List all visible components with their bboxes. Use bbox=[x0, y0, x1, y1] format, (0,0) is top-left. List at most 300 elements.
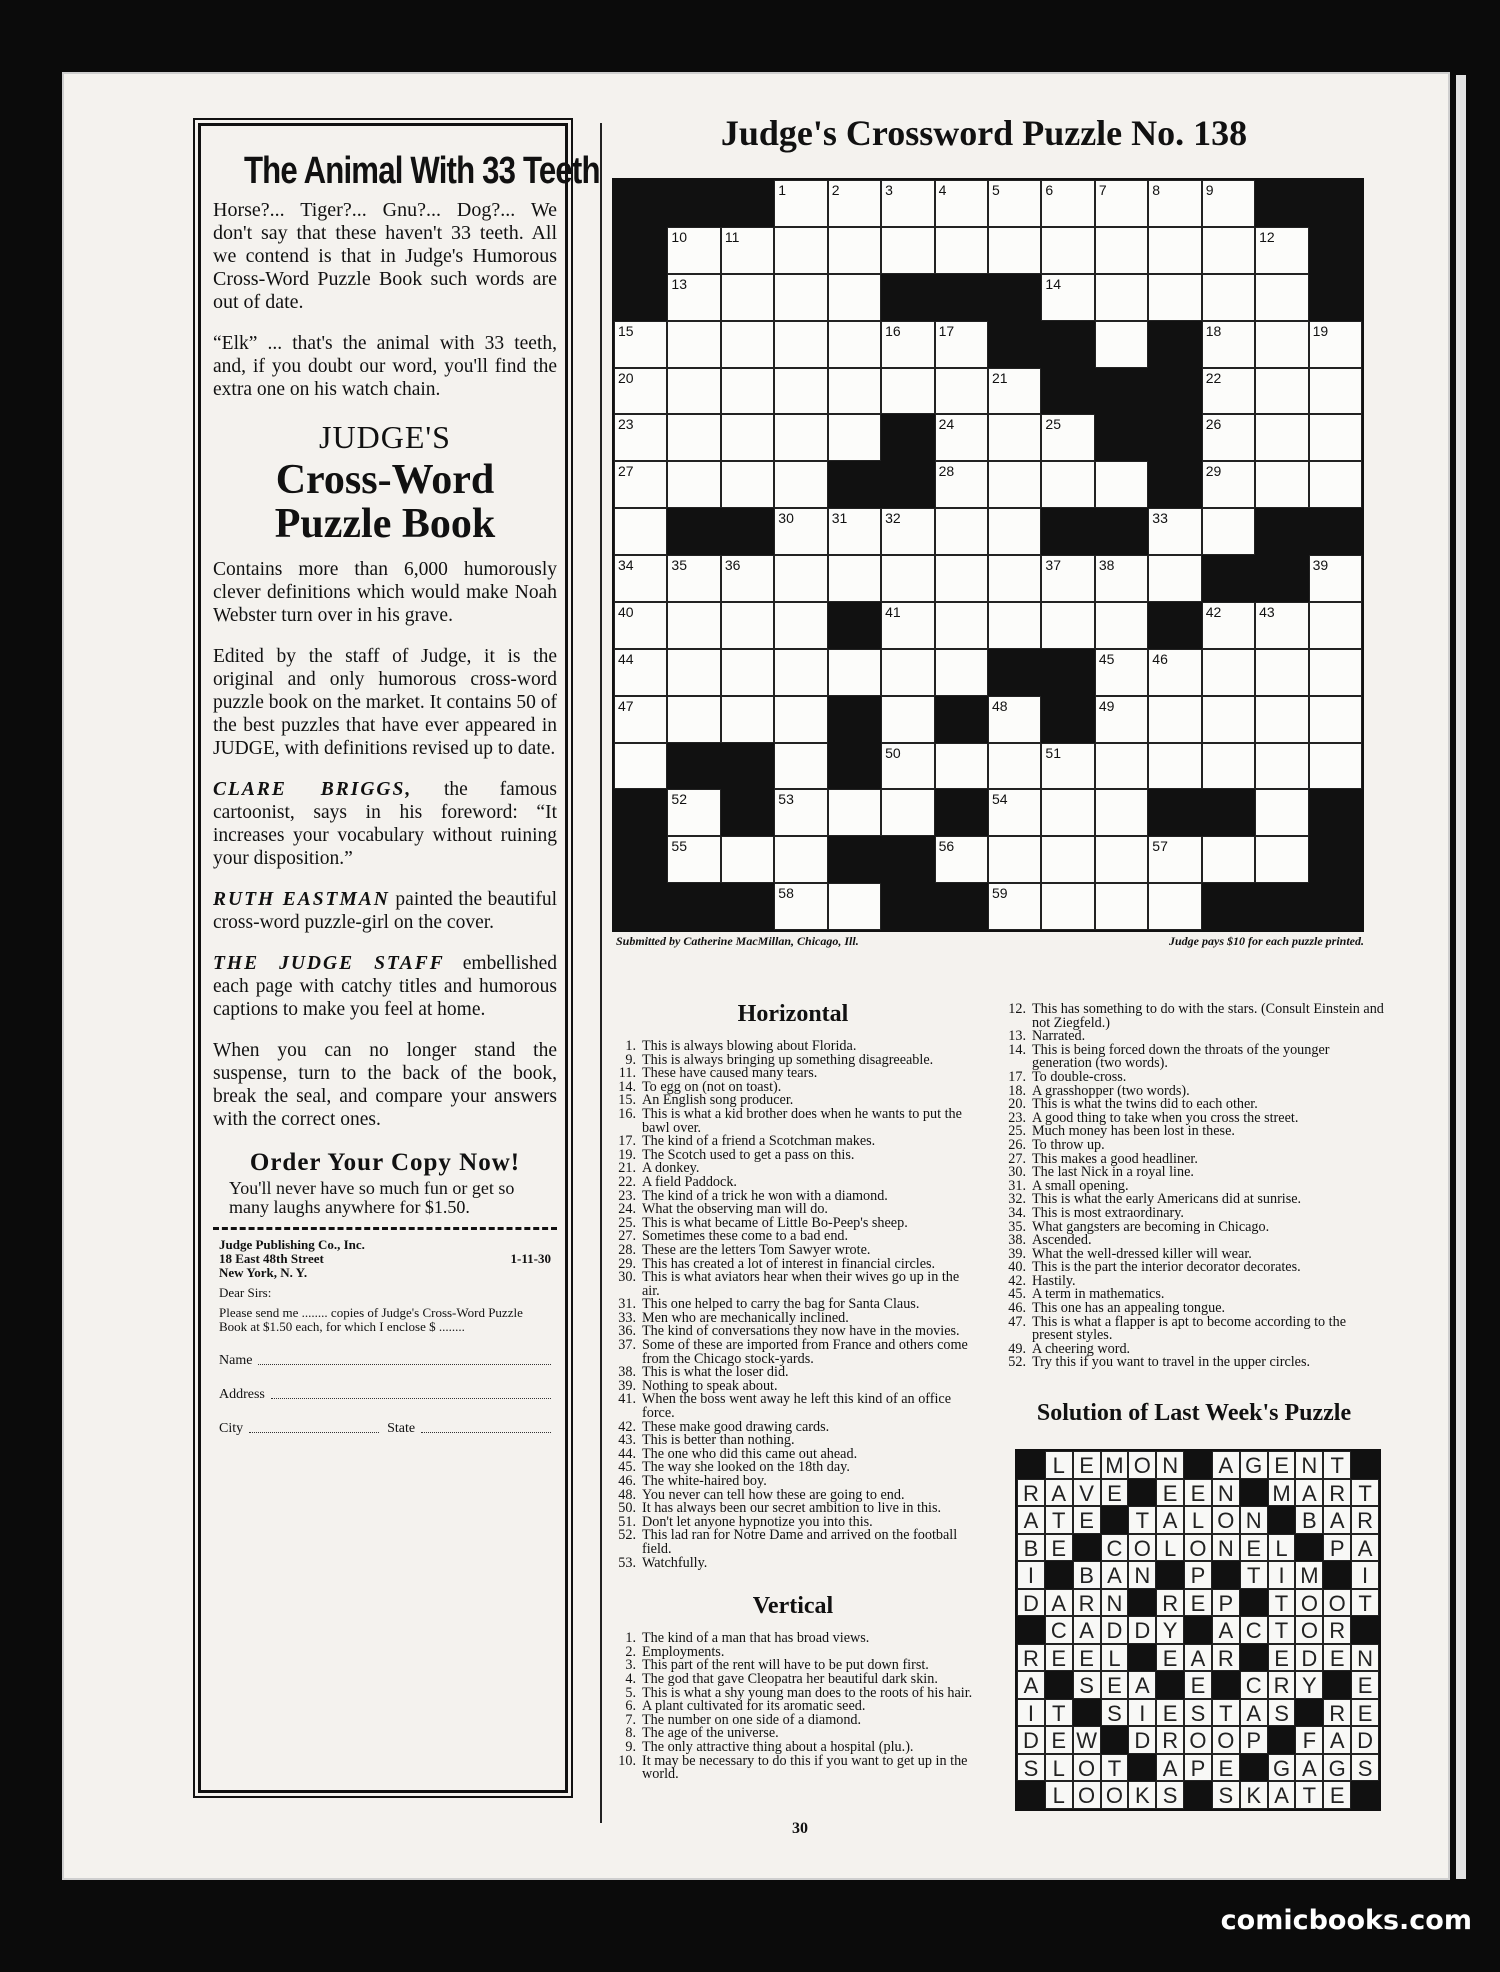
clue-number: 48. bbox=[618, 1486, 636, 1503]
crossword-cell[interactable] bbox=[1309, 555, 1362, 602]
crossword-cell[interactable] bbox=[828, 227, 881, 274]
crossword-cell[interactable] bbox=[1202, 274, 1255, 321]
clue-text: This is always bringing up something disagreeable. bbox=[642, 1051, 934, 1068]
crossword-cell[interactable] bbox=[1095, 836, 1148, 883]
clue-number: 38. bbox=[1008, 1232, 1026, 1249]
crossword-cell[interactable] bbox=[1095, 696, 1148, 743]
solution-cell: K bbox=[1128, 1781, 1156, 1809]
crossword-cell[interactable] bbox=[881, 508, 934, 555]
crossword-cell[interactable] bbox=[774, 461, 827, 508]
order-coupon[interactable] bbox=[213, 1227, 557, 1436]
crossword-cell[interactable] bbox=[988, 227, 1041, 274]
crossword-cell[interactable] bbox=[1041, 227, 1094, 274]
solution-cell: R bbox=[1323, 1479, 1351, 1507]
crossword-cell[interactable] bbox=[1255, 321, 1308, 368]
crossword-cell[interactable] bbox=[614, 743, 667, 790]
clue-text: Narrated. bbox=[1032, 1028, 1086, 1045]
crossword-cell[interactable] bbox=[1095, 461, 1148, 508]
clue-number: 25. bbox=[1008, 1123, 1026, 1140]
cell-number: 22 bbox=[1205, 369, 1222, 386]
solution-cell: O bbox=[1128, 1534, 1156, 1562]
crossword-cell[interactable] bbox=[774, 883, 827, 930]
clue-number: 53. bbox=[618, 1554, 636, 1571]
clue-text: This one helped to carry the bag for Santa Claus. bbox=[642, 1296, 920, 1313]
crossword-cell[interactable] bbox=[667, 696, 720, 743]
solution-cell: O bbox=[1184, 1534, 1212, 1562]
crossword-cell[interactable] bbox=[614, 555, 667, 602]
clue-number: 10. bbox=[618, 1752, 636, 1769]
cell-number: 57 bbox=[1152, 838, 1168, 855]
cell-number: 35 bbox=[671, 557, 687, 573]
solution-cell: E bbox=[1101, 1479, 1129, 1507]
crossword-cell[interactable] bbox=[988, 368, 1041, 415]
clue-number: 41. bbox=[618, 1391, 636, 1408]
clue-text: These have caused many tears. bbox=[642, 1065, 818, 1082]
solution-grid bbox=[1015, 1449, 1381, 1811]
crossword-cell[interactable] bbox=[935, 321, 988, 368]
crossword-cell[interactable] bbox=[828, 368, 881, 415]
crossword-cell[interactable] bbox=[1255, 274, 1308, 321]
solution-cell: E bbox=[1156, 1699, 1184, 1727]
clue-number: 29. bbox=[618, 1255, 636, 1272]
crossword-cell[interactable] bbox=[721, 227, 774, 274]
crossword-cell[interactable] bbox=[935, 227, 988, 274]
clue-number: 43. bbox=[618, 1432, 636, 1449]
crossword-cell[interactable] bbox=[774, 414, 827, 461]
crossword-cell[interactable] bbox=[1202, 602, 1255, 649]
solution-cell: E bbox=[1323, 1644, 1351, 1672]
crossword-cell[interactable] bbox=[667, 321, 720, 368]
coupon-code: 1-11-30 bbox=[510, 1251, 551, 1266]
crossword-cell[interactable] bbox=[721, 555, 774, 602]
crossword-cell[interactable] bbox=[881, 696, 934, 743]
crossword-cell[interactable] bbox=[1148, 508, 1201, 555]
coupon-name-label: Name bbox=[219, 1353, 253, 1368]
cell-number: 10 bbox=[671, 228, 687, 245]
clue-number: 37. bbox=[618, 1337, 636, 1354]
cell-number: 24 bbox=[938, 416, 955, 433]
crossword-cell[interactable] bbox=[774, 227, 827, 274]
staff-text: embellished each page with catchy titles and humorous captions to make you feel at home. bbox=[213, 953, 557, 1020]
crossword-cell[interactable] bbox=[1309, 321, 1362, 368]
crossword-cell[interactable] bbox=[774, 602, 827, 649]
crossword-cell[interactable] bbox=[1148, 696, 1201, 743]
crossword-cell[interactable] bbox=[1041, 883, 1094, 930]
crossword-cell[interactable] bbox=[988, 789, 1041, 836]
cell-number: 54 bbox=[992, 791, 1008, 808]
crossword-cell[interactable] bbox=[1255, 743, 1308, 790]
crossword-cell[interactable] bbox=[1309, 649, 1362, 696]
clue-number: 31. bbox=[1008, 1177, 1026, 1194]
solution-cell: O bbox=[1212, 1506, 1240, 1534]
clue-item bbox=[1002, 1041, 1386, 1072]
crossword-cell[interactable] bbox=[667, 789, 720, 836]
crossword-cell[interactable] bbox=[828, 649, 881, 696]
clue-text: The kind of a trick he won with a diamond. bbox=[642, 1187, 888, 1204]
solution-cell: R bbox=[1156, 1589, 1184, 1617]
crossword-cell[interactable] bbox=[1255, 789, 1308, 836]
crossword-cell[interactable] bbox=[1148, 555, 1201, 602]
crossword-cell[interactable] bbox=[1041, 274, 1094, 321]
coupon-city-label: City bbox=[219, 1421, 244, 1436]
crossword-cell[interactable] bbox=[881, 789, 934, 836]
clue-item bbox=[1002, 1003, 1386, 1030]
crossword-cell[interactable] bbox=[774, 368, 827, 415]
crossword-cell[interactable] bbox=[1095, 555, 1148, 602]
crossword-cell[interactable] bbox=[667, 555, 720, 602]
crossword-cell[interactable] bbox=[614, 461, 667, 508]
crossword-cell[interactable] bbox=[1309, 696, 1362, 743]
clue-number: 16. bbox=[618, 1105, 636, 1122]
crossword-cell[interactable] bbox=[881, 368, 934, 415]
crossword-cell[interactable] bbox=[935, 649, 988, 696]
solution-cell: D bbox=[1295, 1644, 1323, 1672]
crossword-cell[interactable] bbox=[667, 368, 720, 415]
clue-number: 18. bbox=[1008, 1082, 1026, 1099]
solution-cell: A bbox=[1128, 1671, 1156, 1699]
clue-text: This one has an appealing tongue. bbox=[1032, 1300, 1226, 1317]
crossword-cell[interactable] bbox=[1041, 836, 1094, 883]
crossword-cell[interactable] bbox=[828, 789, 881, 836]
solution-cell: A bbox=[1017, 1671, 1045, 1699]
vertical-clue-list-continued bbox=[1002, 1003, 1386, 1370]
solution-cell: R bbox=[1156, 1726, 1184, 1754]
crossword-cell[interactable] bbox=[1041, 602, 1094, 649]
solution-cell: O bbox=[1073, 1754, 1101, 1782]
solution-cell: O bbox=[1323, 1589, 1351, 1617]
solution-cell: A bbox=[1045, 1479, 1073, 1507]
crossword-cell[interactable] bbox=[1202, 743, 1255, 790]
crossword-cell[interactable] bbox=[667, 414, 720, 461]
coupon-address-field[interactable] bbox=[219, 1388, 551, 1402]
crossword-cell[interactable] bbox=[667, 461, 720, 508]
solution-cell: S bbox=[1351, 1754, 1379, 1782]
solution-cell: O bbox=[1212, 1726, 1240, 1754]
solution-cell: D bbox=[1128, 1616, 1156, 1644]
crossword-cell[interactable] bbox=[935, 602, 988, 649]
clue-text: The age of the universe. bbox=[642, 1725, 779, 1742]
clue-text: Much money has been lost in these. bbox=[1032, 1123, 1235, 1140]
crossword-cell[interactable] bbox=[1202, 836, 1255, 883]
crossword-cell[interactable] bbox=[721, 414, 774, 461]
crossword-cell[interactable] bbox=[988, 836, 1041, 883]
solution-cell: N bbox=[1128, 1561, 1156, 1589]
clue-text: To double-cross. bbox=[1032, 1068, 1127, 1085]
crossword-cell[interactable] bbox=[774, 696, 827, 743]
crossword-cell[interactable] bbox=[828, 274, 881, 321]
solution-cell: P bbox=[1212, 1589, 1240, 1617]
crossword-cell[interactable] bbox=[774, 649, 827, 696]
clue-number: 44. bbox=[618, 1445, 636, 1462]
cell-number: 12 bbox=[1259, 228, 1275, 245]
crossword-cell[interactable] bbox=[774, 555, 827, 602]
solution-cell: O bbox=[1101, 1781, 1129, 1809]
crossword-cell[interactable] bbox=[1202, 461, 1255, 508]
crossword-cell[interactable] bbox=[1202, 414, 1255, 461]
solution-cell: E bbox=[1323, 1781, 1351, 1809]
crossword-cell[interactable] bbox=[1309, 414, 1362, 461]
clue-number: 42. bbox=[1008, 1272, 1026, 1289]
crossword-cell[interactable] bbox=[1202, 649, 1255, 696]
crossword-cell[interactable] bbox=[1148, 836, 1201, 883]
crossword-cell[interactable] bbox=[1148, 883, 1201, 930]
solution-cell: I bbox=[1128, 1699, 1156, 1727]
cell-number: 29 bbox=[1205, 463, 1222, 480]
crossword-cell[interactable] bbox=[881, 180, 934, 227]
crossword-cell[interactable] bbox=[774, 508, 827, 555]
crossword-cell[interactable] bbox=[667, 649, 720, 696]
crossword-cell[interactable] bbox=[1255, 696, 1308, 743]
crossword-cell[interactable] bbox=[1095, 743, 1148, 790]
cell-number: 49 bbox=[1098, 697, 1115, 714]
crossword-cell[interactable] bbox=[828, 414, 881, 461]
clue-text: Employments. bbox=[642, 1643, 725, 1660]
crossword-cell[interactable] bbox=[881, 227, 934, 274]
solution-cell: P bbox=[1184, 1754, 1212, 1782]
clue-item bbox=[612, 1529, 974, 1556]
clue-text: What the observing man will do. bbox=[642, 1201, 828, 1218]
crossword-cell[interactable] bbox=[1255, 836, 1308, 883]
crossword-cell[interactable] bbox=[988, 414, 1041, 461]
coupon-body: Please send me ........ copies of Judge's Cross-Word Puzzle Book at $1.50 each, for which I enclose $ ........ bbox=[219, 1305, 523, 1334]
crossword-cell[interactable] bbox=[1095, 227, 1148, 274]
crossword-cell[interactable] bbox=[828, 555, 881, 602]
crossword-cell[interactable] bbox=[988, 602, 1041, 649]
crossword-cell[interactable] bbox=[721, 461, 774, 508]
solution-cell: O bbox=[1073, 1781, 1101, 1809]
coupon-name-field[interactable] bbox=[219, 1354, 551, 1368]
crossword-cell[interactable] bbox=[935, 555, 988, 602]
crossword-cell[interactable] bbox=[614, 321, 667, 368]
solution-cell: N bbox=[1212, 1534, 1240, 1562]
crossword-cell[interactable] bbox=[1148, 743, 1201, 790]
solution-cell: I bbox=[1351, 1561, 1379, 1589]
crossword-cell[interactable] bbox=[881, 649, 934, 696]
crossword-cell[interactable] bbox=[935, 180, 988, 227]
clue-number: 2. bbox=[625, 1643, 636, 1660]
crossword-cell[interactable] bbox=[881, 555, 934, 602]
crossword-cell[interactable] bbox=[1202, 696, 1255, 743]
crossword-cell[interactable] bbox=[721, 321, 774, 368]
ad-book-title-line-1: Cross-Word bbox=[275, 457, 495, 503]
crossword-cell[interactable] bbox=[935, 836, 988, 883]
crossword-cell[interactable] bbox=[1309, 602, 1362, 649]
crossword-cell[interactable] bbox=[1255, 602, 1308, 649]
crossword-cell[interactable] bbox=[988, 461, 1041, 508]
clue-number: 30. bbox=[1008, 1164, 1026, 1181]
crossword-cell[interactable] bbox=[1255, 461, 1308, 508]
crossword-cell[interactable] bbox=[1095, 180, 1148, 227]
solution-cell: L bbox=[1045, 1451, 1073, 1479]
crossword-cell[interactable] bbox=[1148, 180, 1201, 227]
crossword-cell[interactable] bbox=[1041, 461, 1094, 508]
crossword-cell[interactable] bbox=[828, 883, 881, 930]
crossword-cell[interactable] bbox=[988, 180, 1041, 227]
solution-cell: L bbox=[1045, 1781, 1073, 1809]
crossword-cell[interactable] bbox=[614, 508, 667, 555]
crossword-cell[interactable] bbox=[988, 555, 1041, 602]
crossword-cell[interactable] bbox=[828, 508, 881, 555]
solution-cell: S bbox=[1184, 1699, 1212, 1727]
crossword-cell[interactable] bbox=[828, 180, 881, 227]
crossword-cell[interactable] bbox=[828, 321, 881, 368]
clue-number: 1. bbox=[625, 1630, 636, 1647]
crossword-cell[interactable] bbox=[1041, 555, 1094, 602]
clue-text: This is most extraordinary. bbox=[1032, 1204, 1184, 1221]
clue-text: This lad ran for Notre Dame and arrived on the football field. bbox=[642, 1527, 958, 1557]
vertical-clue-list bbox=[612, 1632, 974, 1782]
crossword-cell[interactable] bbox=[1095, 883, 1148, 930]
solution-cell: T bbox=[1323, 1451, 1351, 1479]
crossword-cell[interactable] bbox=[881, 602, 934, 649]
clue-text: The way she looked on the 18th day. bbox=[642, 1459, 850, 1476]
crossword-cell[interactable] bbox=[1255, 414, 1308, 461]
crossword-cell[interactable] bbox=[988, 696, 1041, 743]
crossword-cell[interactable] bbox=[1095, 602, 1148, 649]
solution-cell: I bbox=[1017, 1561, 1045, 1589]
crossword-cell[interactable] bbox=[988, 743, 1041, 790]
cell-number: 48 bbox=[992, 697, 1008, 714]
crossword-cell[interactable] bbox=[1255, 649, 1308, 696]
clue-text: Hastily. bbox=[1032, 1272, 1076, 1289]
crossword-cell[interactable] bbox=[1095, 321, 1148, 368]
crossword-cell[interactable] bbox=[667, 602, 720, 649]
crossword-cell[interactable] bbox=[774, 836, 827, 883]
crossword-cell[interactable] bbox=[1148, 274, 1201, 321]
crossword-cell[interactable] bbox=[1095, 274, 1148, 321]
solution-cell: R bbox=[1351, 1506, 1379, 1534]
clue-text: This is what a flapper is apt to become according to the present styles. bbox=[1032, 1313, 1346, 1344]
crossword-cell[interactable] bbox=[881, 743, 934, 790]
crossword-cell[interactable] bbox=[614, 368, 667, 415]
coupon-city-state-field[interactable] bbox=[219, 1422, 551, 1436]
solution-cell: R bbox=[1073, 1589, 1101, 1617]
cell-number: 56 bbox=[938, 838, 955, 855]
puzzle-title: Judge's Crossword Puzzle No. 138 bbox=[720, 113, 1248, 153]
clue-text: The kind of conversations they now have in the movies. bbox=[642, 1323, 960, 1340]
crossword-cell[interactable] bbox=[667, 836, 720, 883]
clue-text: Nothing to speak about. bbox=[642, 1377, 778, 1394]
crossword-cell[interactable] bbox=[1202, 227, 1255, 274]
crossword-cell[interactable] bbox=[1255, 227, 1308, 274]
crossword-cell[interactable] bbox=[1095, 789, 1148, 836]
solution-cell: O bbox=[1295, 1589, 1323, 1617]
crossword-cell[interactable] bbox=[1095, 649, 1148, 696]
crossword-cell[interactable] bbox=[774, 274, 827, 321]
crossword-cell[interactable] bbox=[614, 602, 667, 649]
horizontal-clue-list bbox=[612, 1040, 974, 1570]
crossword-cell[interactable] bbox=[1041, 180, 1094, 227]
coupon-state-label: State bbox=[387, 1421, 416, 1436]
cell-number: 4 bbox=[938, 182, 947, 198]
crossword-cell[interactable] bbox=[614, 696, 667, 743]
crossword-cell[interactable] bbox=[935, 414, 988, 461]
clue-text: Sometimes these come to a bad end. bbox=[642, 1228, 849, 1245]
solution-cell: E bbox=[1045, 1726, 1073, 1754]
crossword-cell[interactable] bbox=[721, 368, 774, 415]
clue-number: 34. bbox=[1008, 1204, 1026, 1221]
crossword-cell[interactable] bbox=[614, 649, 667, 696]
crossword-cell[interactable] bbox=[721, 696, 774, 743]
clue-text: This is what the early Americans did at sunrise. bbox=[1032, 1191, 1302, 1208]
solution-cell: N bbox=[1212, 1479, 1240, 1507]
crossword-cell[interactable] bbox=[881, 321, 934, 368]
crossword-cell[interactable] bbox=[988, 508, 1041, 555]
crossword-cell[interactable] bbox=[1202, 321, 1255, 368]
crossword-cell[interactable] bbox=[667, 227, 720, 274]
solution-cell: A bbox=[1268, 1781, 1296, 1809]
crossword-cell[interactable] bbox=[988, 883, 1041, 930]
crossword-cell[interactable] bbox=[1202, 508, 1255, 555]
solution-cell: R bbox=[1212, 1644, 1240, 1672]
clue-text: These are the letters Tom Sawyer wrote. bbox=[642, 1241, 871, 1258]
crossword-grid[interactable] bbox=[612, 178, 1364, 932]
solution-cell: B bbox=[1295, 1506, 1323, 1534]
crossword-cell[interactable] bbox=[774, 180, 827, 227]
crossword-cell[interactable] bbox=[774, 789, 827, 836]
clue-text: The god that gave Cleopatra her beautiful dark skin. bbox=[642, 1670, 938, 1687]
clue-text: This is what aviators hear when their wives go up in the air. bbox=[642, 1269, 960, 1299]
crossword-cell[interactable] bbox=[935, 743, 988, 790]
crossword-cell[interactable] bbox=[721, 836, 774, 883]
crossword-cell[interactable] bbox=[1309, 461, 1362, 508]
cell-number: 30 bbox=[778, 510, 794, 527]
solution-cell: T bbox=[1045, 1699, 1073, 1727]
crossword-cell[interactable] bbox=[935, 368, 988, 415]
crossword-cell[interactable] bbox=[1202, 368, 1255, 415]
crossword-cell[interactable] bbox=[721, 274, 774, 321]
briggs-name: CLARE BRIGGS, bbox=[213, 779, 413, 800]
crossword-cell[interactable] bbox=[1041, 789, 1094, 836]
clue-text: The Scotch used to get a pass on this. bbox=[642, 1146, 855, 1163]
clue-item bbox=[612, 1393, 974, 1420]
crossword-cell[interactable] bbox=[721, 602, 774, 649]
crossword-cell[interactable] bbox=[774, 321, 827, 368]
solution-cell: D bbox=[1128, 1726, 1156, 1754]
crossword-cell[interactable] bbox=[1255, 368, 1308, 415]
crossword-cell[interactable] bbox=[1148, 649, 1201, 696]
solution-cell: S bbox=[1017, 1754, 1045, 1782]
solution-cell: G bbox=[1268, 1754, 1296, 1782]
solution-cell: P bbox=[1323, 1534, 1351, 1562]
solution-cell: T bbox=[1268, 1589, 1296, 1617]
crossword-cell[interactable] bbox=[1148, 227, 1201, 274]
crossword-cell[interactable] bbox=[935, 461, 988, 508]
crossword-cell[interactable] bbox=[1041, 414, 1094, 461]
solution-cell: T bbox=[1268, 1616, 1296, 1644]
crossword-cell[interactable] bbox=[614, 414, 667, 461]
crossword-cell[interactable] bbox=[1202, 180, 1255, 227]
crossword-cell[interactable] bbox=[721, 649, 774, 696]
ad-paragraph-eastman bbox=[213, 888, 557, 934]
crossword-cell[interactable] bbox=[935, 508, 988, 555]
clue-text: The white-haired boy. bbox=[642, 1473, 767, 1489]
clue-text: The kind of a friend a Scotchman makes. bbox=[642, 1133, 876, 1150]
clue-text: These make good drawing cards. bbox=[642, 1418, 830, 1435]
crossword-cell[interactable] bbox=[1041, 743, 1094, 790]
ad-paragraph-staff bbox=[213, 952, 557, 1021]
clue-text: This is what became of Little Bo-Peep's sheep. bbox=[642, 1214, 908, 1231]
solution-cell: Y bbox=[1295, 1671, 1323, 1699]
cell-number: 19 bbox=[1312, 322, 1329, 339]
crossword-cell[interactable] bbox=[667, 274, 720, 321]
crossword-cell[interactable] bbox=[1309, 743, 1362, 790]
cell-number: 51 bbox=[1045, 744, 1061, 761]
clue-text: It has always been our secret ambition to live in this. bbox=[642, 1500, 942, 1517]
crossword-cell[interactable] bbox=[1309, 368, 1362, 415]
crossword-cell[interactable] bbox=[774, 743, 827, 790]
clue-number: 45. bbox=[618, 1459, 636, 1476]
